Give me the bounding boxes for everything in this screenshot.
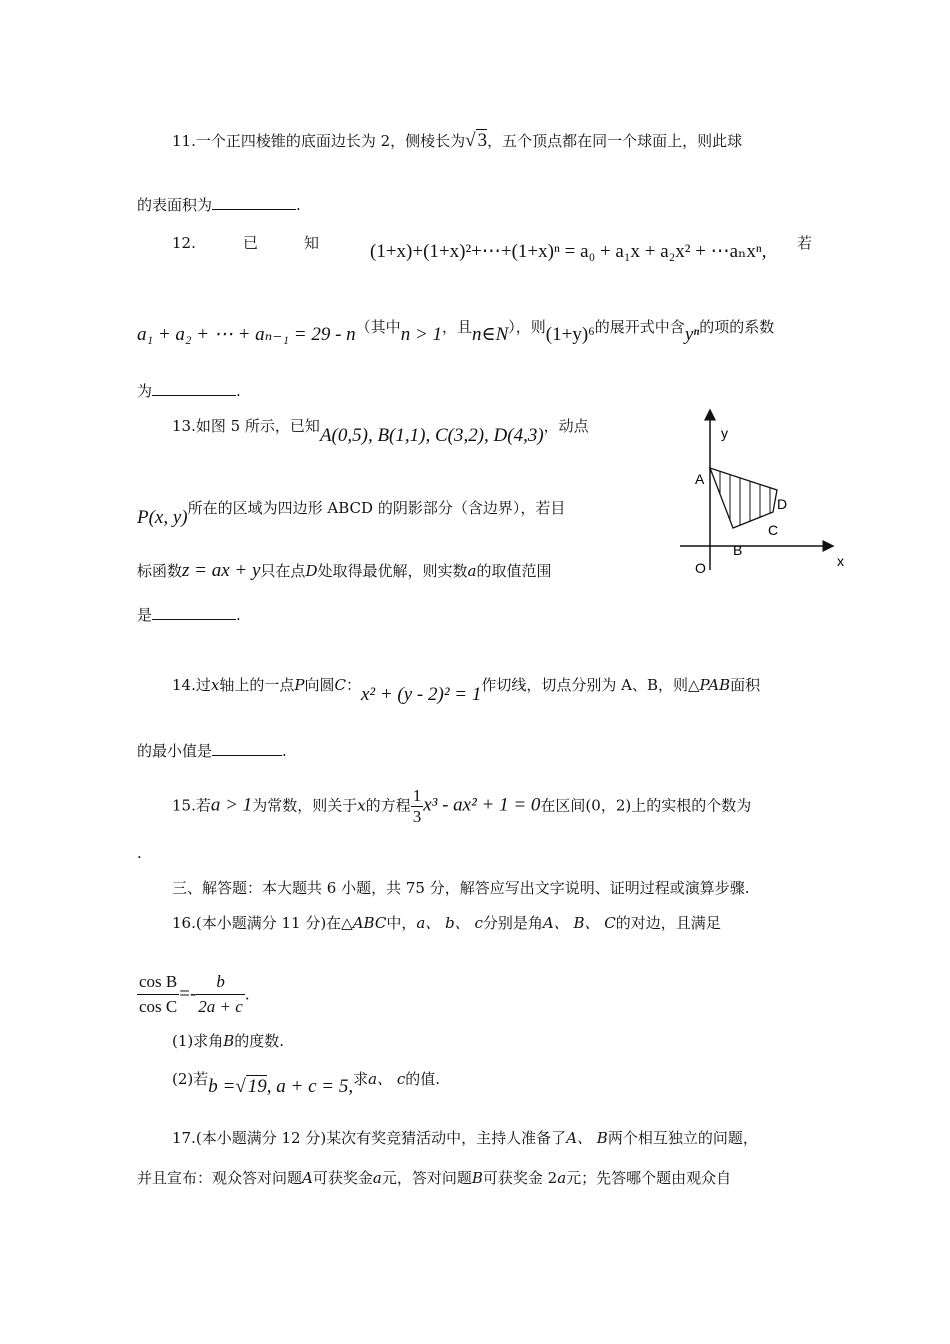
- q16-text-c: 分别是角: [482, 914, 543, 932]
- q13-line3: [137, 560, 551, 582]
- q13-text-d3: 处取得最优解，则实数: [317, 562, 468, 580]
- q16-p2-text-e: 的值.: [405, 1070, 441, 1088]
- q12-expr: (1+y)⁶: [545, 324, 595, 345]
- q12-word1: 已: [243, 234, 259, 252]
- answer-blank: [212, 195, 296, 210]
- q11-text-c: 的表面积为: [137, 196, 213, 214]
- q16-sides: a、 b、 c: [416, 914, 483, 932]
- q16-p2-text-a: (2)若: [172, 1070, 209, 1088]
- q12-text: （其中: [355, 318, 401, 336]
- q17-var-b-upper: B: [471, 1169, 483, 1187]
- q13-points: A(0,5), B(1,1), C(3,2), D(4,3): [319, 425, 544, 446]
- q14-line1: [172, 674, 761, 705]
- q13-end: .: [236, 606, 241, 624]
- q17-line2: [137, 1167, 731, 1189]
- q16-text-d: 的对边，且满足: [615, 914, 721, 932]
- q17-var-a-upper: A: [302, 1169, 313, 1187]
- q16-line1: [172, 912, 721, 934]
- q16-part1: [172, 1030, 284, 1052]
- q14-triangle: PAB: [699, 676, 731, 694]
- q14-text-f: 的最小值是: [137, 742, 213, 760]
- point-a-label: A: [695, 471, 705, 487]
- q15-line1: [172, 786, 751, 827]
- x-axis-label: x: [837, 553, 844, 569]
- q15-text-c: 的方程: [365, 796, 411, 815]
- q15-var-x: x: [357, 796, 366, 815]
- point-c-label: C: [768, 522, 779, 538]
- q16-eq-sign: =-: [179, 983, 197, 1005]
- q15-text-a: 15.若: [172, 796, 211, 815]
- q17-text-c: 并且宣布：观众答对问题: [137, 1169, 303, 1187]
- q12-ruo: 若: [797, 234, 813, 252]
- origin-label: O: [695, 560, 706, 576]
- q15-text-b: 为常数，则关于: [252, 796, 358, 815]
- section-3-heading: 三、解答题：本大题共 6 小题，共 75 分，解答应写出文字说明、证明过程或演算步骤.: [172, 879, 750, 897]
- q12-wei: 为: [137, 382, 153, 400]
- q14-var-x: x: [210, 676, 220, 694]
- q16-p2-cond: b =√ 19, a + c = 5,: [208, 1076, 354, 1097]
- q14-circle-c: C: [334, 676, 346, 694]
- q13-text-c: 所在的区域为四边形 ABCD 的阴影部分（含边界），若目: [187, 499, 566, 517]
- q17-text-e: 元，答对问题: [381, 1169, 472, 1187]
- q17-var-a: a: [372, 1169, 382, 1187]
- q16-text-b: 中，: [386, 914, 417, 932]
- q13-text-d1: 标函数: [137, 562, 183, 580]
- q16-p2-vars: a、 c: [368, 1070, 406, 1088]
- q12-end: .: [236, 382, 241, 400]
- q15-equation: x³ - ax² + 1 = 0: [423, 794, 541, 816]
- q13-var-a: a: [467, 562, 477, 580]
- q12-line3: [137, 380, 241, 402]
- q13-text-d2: 只在点: [260, 562, 306, 580]
- q11-line2: [137, 194, 301, 216]
- q13-point-d: D: [305, 562, 318, 580]
- q14-text-b: 轴上的一点: [219, 676, 295, 694]
- q16-part2: [172, 1068, 441, 1097]
- q12-word2: 知: [304, 234, 320, 252]
- point-d-label: D: [777, 496, 788, 512]
- q14-text-a: 14.过: [172, 676, 211, 694]
- y-axis-label: y: [721, 425, 728, 441]
- q15-dot: .: [137, 844, 142, 862]
- q12-equation: (1+x)+(1+x)²+⋯+(1+x)ⁿ = a₀ + a₁x + a₂x² + ⋯aₙxⁿ,: [370, 241, 767, 262]
- q14-end: .: [282, 742, 287, 760]
- q16-triangle: ABC: [352, 914, 387, 932]
- q11-text-a: 11.一个正四棱锥的底面边长为 2，侧棱长为: [172, 132, 466, 150]
- q16-p1-angle: B: [223, 1032, 235, 1050]
- q12-n-in: n∈N: [472, 324, 509, 345]
- q17-var-a2: a: [557, 1169, 567, 1187]
- q12-num: 12.: [172, 234, 196, 252]
- q14-line2: [137, 740, 287, 762]
- q14-colon: ：: [345, 676, 361, 694]
- q17-text-f: 可获奖金 2: [482, 1169, 558, 1187]
- q13-objective: z = ax + y: [182, 560, 261, 581]
- q11-end: .: [296, 196, 301, 214]
- q15-text-d: 在区间(0，2)上的实根的个数为: [540, 796, 752, 815]
- q12-cond: a₁ + a₂ + ⋯ + aₙ₋₁ = 29 - n: [137, 324, 356, 345]
- q12-text4: 的展开式中含: [594, 318, 685, 336]
- q16-fraction-cos: $\frac{\text{cos B}}{\text{cos C}}$: [139, 972, 178, 1016]
- q16-end: .: [244, 985, 250, 1004]
- q16-formula: [137, 970, 250, 1019]
- q17-line1: [172, 1127, 758, 1149]
- q13-text-a: 13.如图 5 所示，已知: [172, 417, 320, 435]
- q16-fraction-b: $\frac{b}{2a + c}$: [198, 972, 243, 1016]
- q14-text-d: 作切线，切点分别为 A、B，则△: [481, 676, 700, 694]
- q13-line1: [172, 415, 589, 446]
- q17-text-g: 元；先答哪个题由观众自: [566, 1169, 732, 1187]
- q12-n-gt: n > 1: [400, 324, 443, 345]
- q14-point-p: P: [294, 676, 305, 694]
- q13-text-d4: 的取值范围: [476, 562, 552, 580]
- q13-text-b: ，动点: [543, 417, 589, 435]
- q17-text-b: 两个相互独立的问题，: [607, 1129, 758, 1147]
- q12-text3: ），则: [508, 318, 546, 336]
- q13-point-p: P(x, y): [137, 507, 188, 528]
- figure-5-diagram: [675, 400, 855, 580]
- q13-line4: [137, 604, 241, 626]
- q11-sqrt: √ 3: [465, 130, 488, 151]
- point-b-label: B: [733, 542, 743, 558]
- answer-blank: [152, 605, 236, 620]
- q17-text-d: 可获奖金: [312, 1169, 373, 1187]
- q16-p1-text-b: 的度数.: [234, 1032, 285, 1050]
- q14-equation: x² + (y - 2)² = 1: [360, 684, 482, 705]
- q11-line1: [172, 130, 742, 152]
- answer-blank: [212, 741, 282, 756]
- answer-blank: [152, 381, 236, 396]
- q13-line2: [137, 497, 566, 528]
- q11-text-b: ，五个顶点都在同一个球面上，则此球: [487, 132, 743, 150]
- q16-p2-text-d: 求: [353, 1070, 369, 1088]
- q12-line2: [137, 316, 775, 345]
- shading-hatch: [720, 460, 770, 540]
- q16-p1-text-a: (1)求角: [172, 1032, 224, 1050]
- q14-text-e: 面积: [730, 676, 761, 694]
- q13-text-e: 是: [137, 606, 153, 624]
- q15-cond: a > 1: [210, 794, 253, 816]
- q12-text2: ，且: [442, 318, 473, 336]
- q17-text-a: 17.(本小题满分 12 分)某次有奖竞猜活动中，主持人准备了: [172, 1129, 567, 1147]
- q12-text5: 的项的系数: [699, 318, 775, 336]
- q12-yn: yⁿ: [684, 324, 700, 345]
- q17-questions: A、 B: [566, 1129, 608, 1147]
- q15-fraction: $\frac{1}{3}$: [412, 786, 422, 826]
- q16-text-a: 16.(本小题满分 11 分)在△: [172, 914, 353, 932]
- q16-angles: A、 B、 C: [542, 914, 616, 932]
- q14-text-c: 向圆: [304, 676, 335, 694]
